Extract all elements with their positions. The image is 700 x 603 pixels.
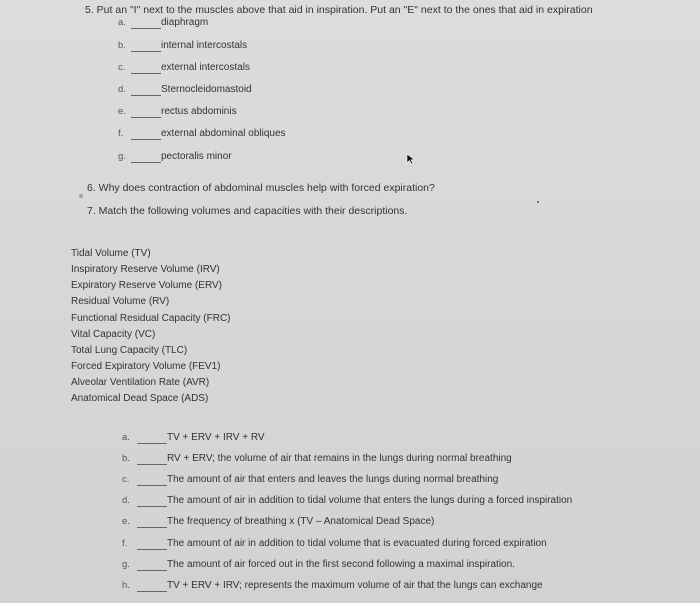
answer-blank[interactable] [131,51,161,52]
term-item: Anatomical Dead Space (ADS) [71,393,209,404]
answer-blank[interactable] [131,73,161,74]
answer-blank[interactable] [137,570,167,571]
q5-item-text: rectus abdominis [161,106,237,117]
q5-item-text: pectoralis minor [161,151,232,162]
q7-prompt: 7. Match the following volumes and capacities with their descriptions. [87,205,408,217]
answer-blank[interactable] [137,464,167,465]
q5-item-text: diaphragm [161,17,209,28]
q5-item-letter: b. [118,40,126,51]
description-text: The amount of air in addition to tidal volume that enters the lungs during a forced inspiration [167,495,573,506]
description-letter: g. [122,559,130,570]
description-letter: a. [122,432,130,443]
answer-blank[interactable] [137,506,167,507]
q5-item-letter: c. [118,62,126,73]
answer-blank[interactable] [137,443,167,444]
term-item: Residual Volume (RV) [71,296,170,307]
description-text: The amount of air that enters and leaves the lungs during normal breathing [167,474,499,485]
answer-blank[interactable] [137,527,167,528]
description-letter: b. [122,453,130,464]
q5-item-letter: f. [118,128,124,139]
answer-blank[interactable] [131,117,161,118]
term-item: Vital Capacity (VC) [71,329,156,340]
q5-item-letter: d. [118,84,126,95]
description-letter: c. [122,474,130,485]
q5-item-text: external intercostals [161,62,250,73]
description-letter: f. [122,538,128,549]
term-item: Expiratory Reserve Volume (ERV) [71,280,222,291]
answer-blank[interactable] [137,485,167,486]
q5-item-letter: g. [118,151,126,162]
description-text: The frequency of breathing x (TV – Anatomical Dead Space) [167,516,435,527]
answer-blank[interactable] [131,162,161,163]
description-text: The amount of air forced out in the first second following a maximal inspiration. [167,559,515,570]
description-text: TV + ERV + IRV + RV [167,432,265,443]
term-item: Forced Expiratory Volume (FEV1) [71,361,221,372]
answer-blank[interactable] [131,28,161,29]
description-text: RV + ERV; the volume of air that remains in the lungs during normal breathing [167,453,512,464]
description-letter: d. [122,495,130,506]
answer-blank[interactable] [137,549,167,550]
q5-item-letter: a. [118,17,126,28]
term-item: Alveolar Ventilation Rate (AVR) [71,377,210,388]
q5-prompt: 5. Put an "I" next to the muscles above that aid in inspiration. Put an "E" next to the ones that aid in expiration [85,4,593,16]
description-letter: h. [122,580,130,591]
answer-blank[interactable] [131,95,161,96]
answer-blank[interactable] [137,591,167,592]
term-item: Inspiratory Reserve Volume (IRV) [71,264,220,275]
stray-mark [537,201,539,203]
term-item: Tidal Volume (TV) [71,248,151,259]
q5-item-letter: e. [118,106,126,117]
term-item: Functional Residual Capacity (FRC) [71,313,231,324]
description-letter: e. [122,516,130,527]
answer-blank[interactable] [131,139,161,140]
bullet-dot [79,194,83,198]
q5-item-text: external abdominal obliques [161,128,286,139]
term-item: Total Lung Capacity (TLC) [71,345,188,356]
description-text: TV + ERV + IRV; represents the maximum volume of air that the lungs can exchange [167,580,543,591]
q6-prompt: 6. Why does contraction of abdominal muscles help with forced expiration? [87,182,435,194]
q5-item-text: Sternocleidomastoid [161,84,252,95]
description-text: The amount of air in addition to tidal volume that is evacuated during forced expiration [167,538,547,549]
q5-item-text: internal intercostals [161,40,248,51]
mouse-cursor-icon [406,153,416,165]
